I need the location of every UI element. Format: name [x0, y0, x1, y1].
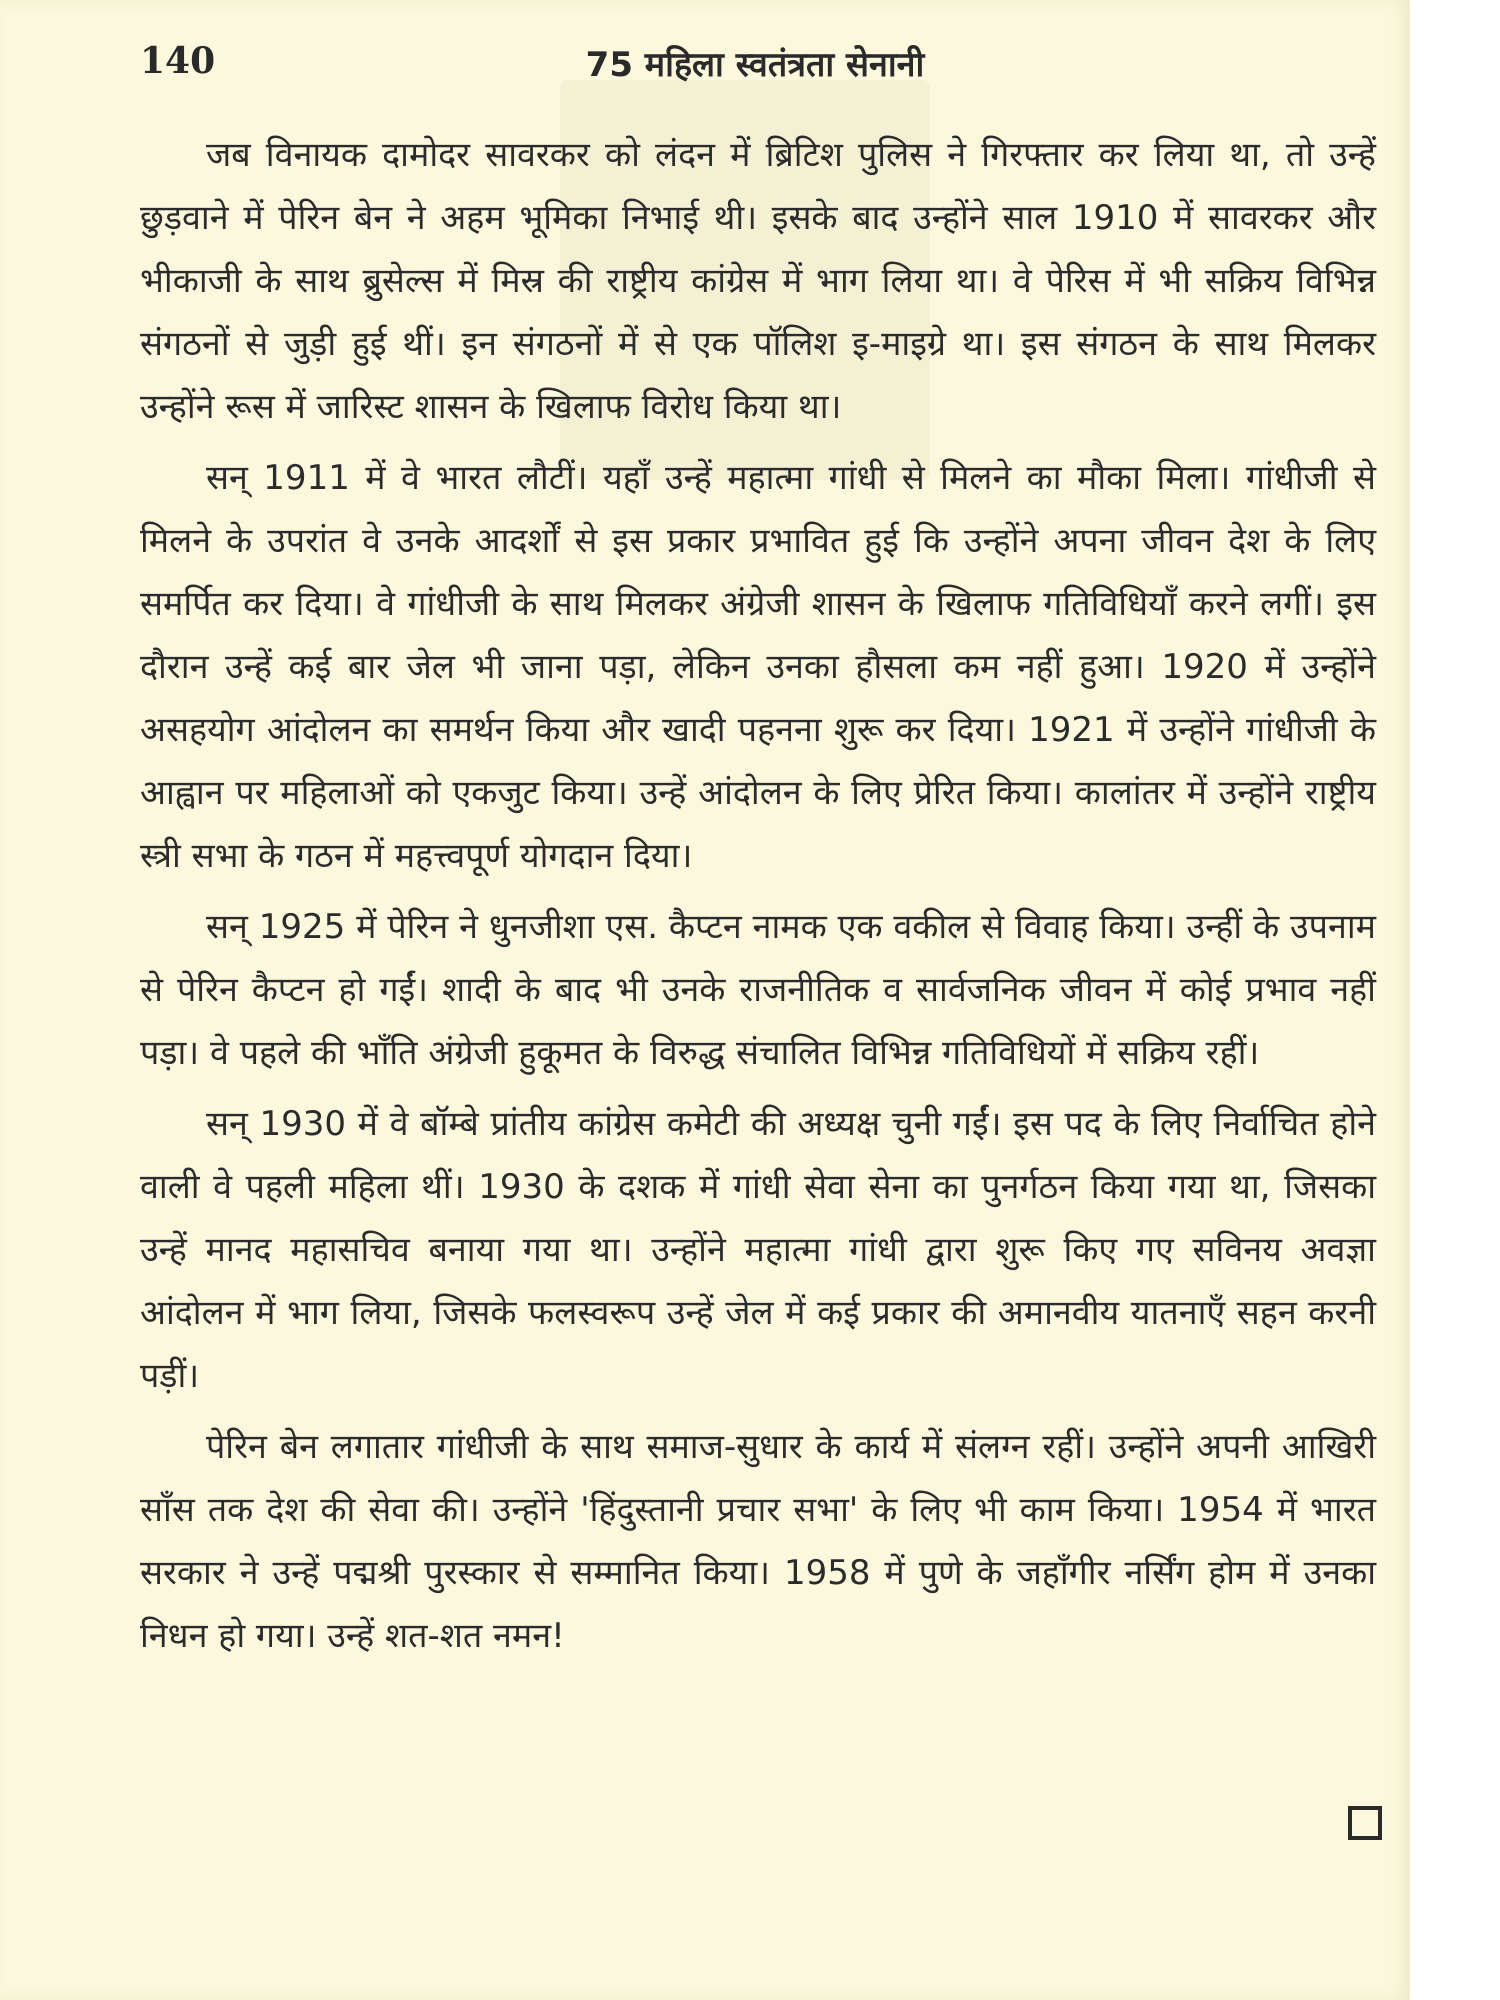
paragraph-4: सन् 1930 में वे बॉम्बे प्रांतीय कांग्रेस कमेटी की अध्यक्ष चुनी गईं। इस पद के लिए निर्वाचित होने वाली वे पहली महिला थीं। 1930 के दशक में गांधी सेवा सेना का पुनर्गठन किया गया था, जिसका उन्हें मानद महासचिव बनाया गया था। उन्होंने महात्मा गांधी द्वारा शुरू किए गए सविनय अवज्ञा आंदोलन में भाग लिया, जिसके फलस्वरूप उन्हें जेल में कई प्रकार की अमानवीय यातनाएँ सहन करनी पड़ीं। [140, 1104, 1376, 1396]
paragraph-5: पेरिन बेन लगातार गांधीजी के साथ समाज-सुधार के कार्य में संलग्न रहीं। उन्होंने अपनी आखिरी साँस तक देश की सेवा की। उन्होंने 'हिंदुस्तानी प्रचार सभा' के लिए भी काम किया। 1954 में भारत सरकार ने उन्हें पद्मश्री पुरस्कार से सम्मानित किया। 1958 में पुणे के जहाँगीर नर्सिंग होम में उनका निधन हो गया। उन्हें शत-शत नमन! [140, 1427, 1376, 1656]
paragraph-2: सन् 1911 में वे भारत लौटीं। यहाँ उन्हें महात्मा गांधी से मिलने का मौका मिला। गांधीजी से मिलने के उपरांत वे उनके आदर्शों से इस प्रकार प्रभावित हुई कि उन्होंने अपना जीवन देश के लिए समर्पित कर दिया। वे गांधीजी के साथ मिलकर अंग्रेजी शासन के खिलाफ गतिविधियाँ करने लगीं। इस दौरान उन्हें कई बार जेल भी जाना पड़ा, लेकिन उनका हौसला कम नहीं हुआ। 1920 में उन्होंने असहयोग आंदोलन का समर्थन किया और खादी पहनना शुरू कर दिया। 1921 में उन्होंने गांधीजी के आह्वान पर महिलाओं को एकजुट किया। उन्हें आंदोलन के लिए प्रेरित किया। कालांतर में उन्होंने राष्ट्रीय स्त्री सभा के गठन में महत्त्वपूर्ण योगदान दिया। [140, 458, 1376, 876]
paragraph-3: सन् 1925 में पेरिन ने धुनजीशा एस. कैप्टन नामक एक वकील से विवाह किया। उन्हीं के उपनाम से पेरिन कैप्टन हो गईं। शादी के बाद भी उनके राजनीतिक व सार्वजनिक जीवन में कोई प्रभाव नहीं पड़ा। वे पहले की भाँति अंग्रेजी हुकूमत के विरुद्ध संचालित विभिन्न गतिविधियों में सक्रिय रहीं। [140, 907, 1376, 1073]
scan-margin [1410, 0, 1500, 2000]
page-number: 140 [140, 40, 216, 82]
paragraph-1: जब विनायक दामोदर सावरकर को लंदन में ब्रिटिश पुलिस ने गिरफ्तार कर लिया था, तो उन्हें छुड़वाने में पेरिन बेन ने अहम भूमिका निभाई थी। इसके बाद उन्होंने साल 1910 में सावरकर और भीकाजी के साथ ब्रुसेल्स में मिस्र की राष्ट्रीय कांग्रेस में भाग लिया था। वे पेरिस में भी सक्रिय विभिन्न संगठनों से जुड़ी हुई थीं। इन संगठनों में से एक पॉलिश इ-माइग्रे था। इस संगठन के साथ मिलकर उन्होंने रूस में जारिस्ट शासन के खिलाफ विरोध किया था। [140, 135, 1376, 427]
square-end-mark-icon [1348, 1806, 1382, 1840]
running-title: 75 महिला स्वतंत्रता सेनानी [585, 45, 925, 85]
page-header [140, 40, 1370, 100]
body-text [140, 124, 1376, 1676]
